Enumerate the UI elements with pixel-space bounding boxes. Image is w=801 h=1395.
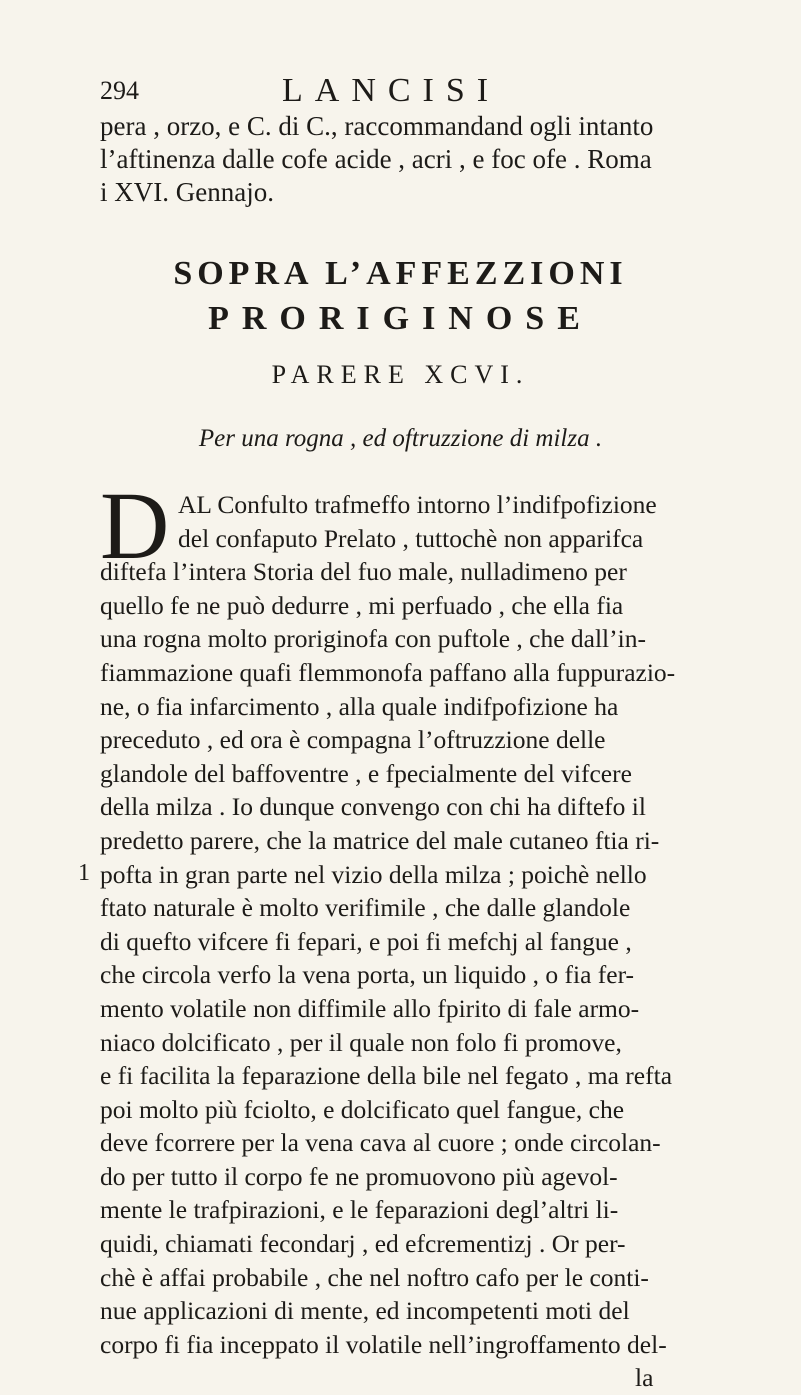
body-line: poi molto più fciolto, e dolcificato quel fangue, che (100, 1094, 625, 1124)
body-line: ftato naturale è molto verifimile , che dalle glandole (100, 893, 631, 923)
body-line: AL Confulto trafmeffo intorno l’indifpofizione (178, 490, 657, 519)
intro-paragraph (100, 110, 720, 209)
body-line: corpo fi fia inceppato il volatile nell’ingroffamento del- (100, 1329, 667, 1359)
body-line: diftefa l’intera Storia del fuo male, nulladimeno per (100, 557, 627, 587)
body-line: predetto parere, che la matrice del male cutaneo ftia ri- (100, 825, 660, 855)
body-paragraph (100, 472, 730, 1395)
body-line: preceduto , ed ora è compagna l’oftruzzione delle (100, 725, 606, 755)
body-line: niaco dolcificato , per il quale non folo fi promove, (100, 1027, 622, 1057)
section-title-line-2: PRORIGINOSE (208, 300, 593, 337)
body-line: mento volatile non diffimile allo fpirito di fale armo- (100, 993, 640, 1023)
intro-line: l’aftinenza dalle cofe acide , acri , e foc ofe . Roma (100, 144, 652, 174)
body-line: deve fcorrere per la vena cava al cuore ; onde circolan- (100, 1128, 661, 1158)
drop-cap: D (100, 472, 170, 579)
section-title-line-1: SOPRA L’AFFEZZIONI (173, 255, 628, 292)
page-number: 294 (100, 76, 139, 105)
body-line: una rogna molto proriginofa con puftole , che dall’in- (100, 624, 646, 654)
body-line: quello fe ne può dedurre , mi perfuado , che ella fia (100, 590, 624, 620)
intro-line: i XVI. Gennajo. (100, 177, 274, 207)
catchword: la (635, 1363, 654, 1393)
body-line: mente le trafpirazioni, e le feparazioni degl’altri li- (100, 1195, 619, 1225)
body-line: chè è affai probabile , che nel noftro cafo per le conti- (100, 1262, 649, 1292)
page-header (100, 72, 720, 108)
body-line: di quefto vifcere fi fepari, e poi fi mefchj al fangue , (100, 926, 632, 956)
body-line: che circola verfo la vena porta, un liquido , o fia fer- (100, 960, 635, 990)
body-line: fiammazione quafi flemmonofa paffano alla fuppurazio- (100, 657, 676, 687)
section-subtitle: Per una rogna , ed oftruzzione di milza . (198, 425, 603, 452)
margin-mark: 1 (78, 860, 90, 886)
running-head: LANCISI (282, 72, 501, 109)
body-line: nue applicazioni di mente, ed incompetenti moti del (100, 1296, 630, 1326)
body-line: do per tutto il corpo fe ne promuovono più agevol- (100, 1161, 618, 1191)
body-line: pofta in gran parte nel vizio della milza ; poichè nello (100, 859, 647, 889)
body-line: della milza . Io dunque convengo con chi ha diftefo il (100, 792, 646, 822)
intro-line: pera , orzo, e C. di C., raccommandand ogli intanto (100, 111, 654, 141)
body-line: quidi, chiamati fecondarj , ed efcrementizj . Or per- (100, 1229, 626, 1259)
body-line: glandole del baffoventre , e fpecialmente del vifcere (100, 758, 632, 788)
body-line: del confaputo Prelato , tuttochè non apparifca (178, 523, 644, 553)
body-line: e fi facilita la feparazione della bile nel fegato , ma refta (100, 1061, 673, 1091)
section-title-line-3: PARERE XCVI. (271, 360, 530, 389)
body-line: ne, o fia infarcimento , alla quale indifpofizione ha (100, 691, 619, 721)
